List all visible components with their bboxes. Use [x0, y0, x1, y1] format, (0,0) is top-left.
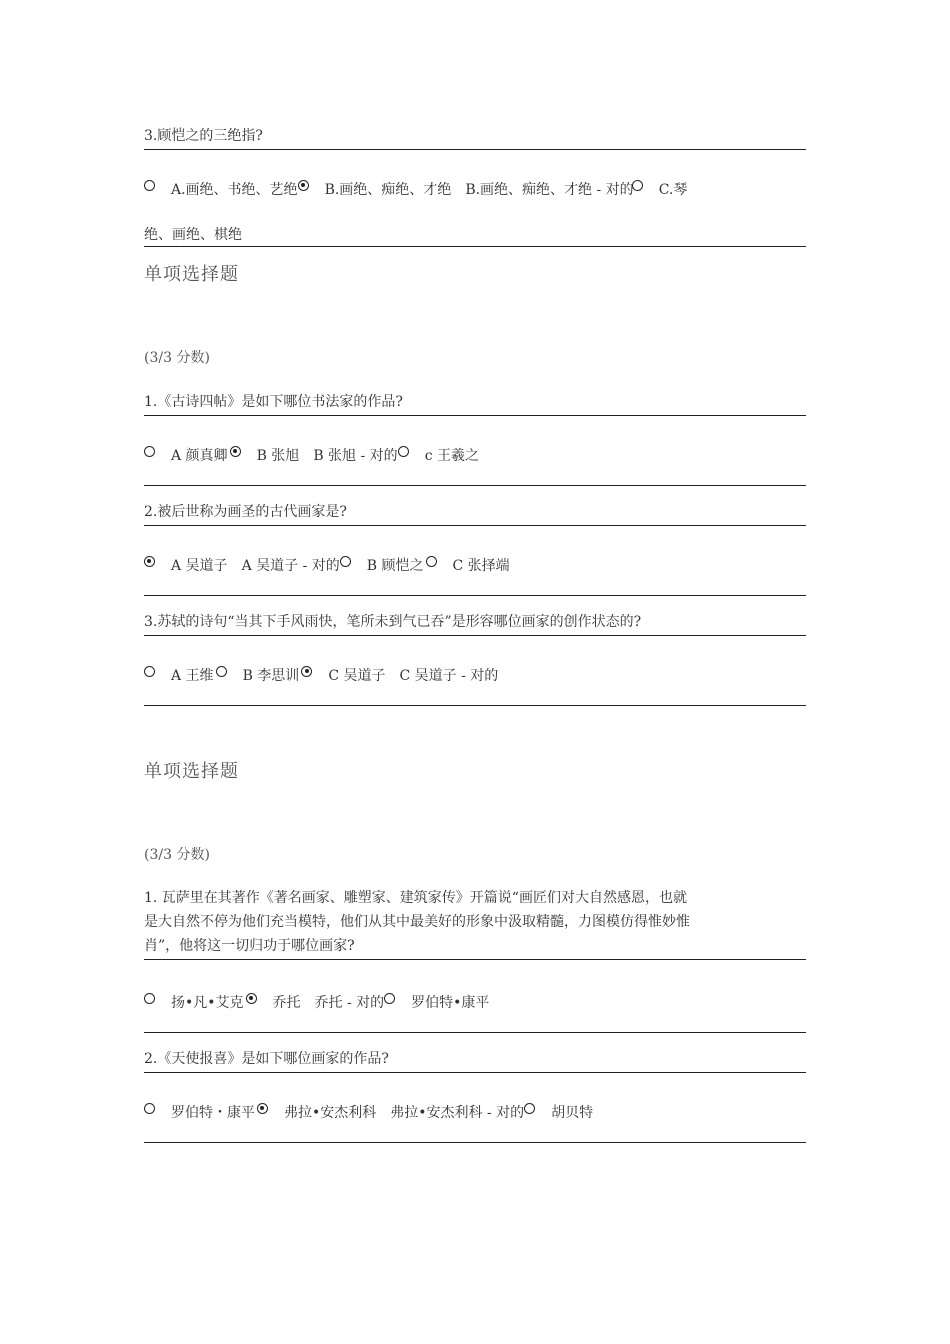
- option-label: C 张择端: [452, 558, 510, 574]
- radio-icon[interactable]: [144, 180, 155, 191]
- question-block: [144, 124, 806, 150]
- option-label: 罗伯特・康平: [171, 1105, 255, 1121]
- divider: [144, 1142, 806, 1143]
- options-wrap-line: 绝、画绝、棋绝: [144, 223, 806, 247]
- option-a[interactable]: A.画绝、书绝、艺绝: [144, 182, 312, 198]
- option-label: C 吴道子: [328, 668, 386, 684]
- option-label: 弗拉•安杰利科: [284, 1105, 377, 1121]
- question-text: 2.被后世称为画圣的古代画家是?: [144, 504, 347, 520]
- option-label: B 李思训: [242, 668, 300, 684]
- options-row: [144, 554, 806, 578]
- radio-selected-icon[interactable]: [144, 556, 155, 567]
- divider: [144, 635, 806, 636]
- option-label: A 颜真卿: [171, 448, 228, 464]
- answer-feedback: 弗拉•安杰利科 - 对的: [390, 1105, 525, 1121]
- options-row: [144, 444, 806, 468]
- question-text: 2.《天使报喜》是如下哪位画家的作品?: [144, 1051, 389, 1067]
- option-label: 胡贝特: [551, 1105, 594, 1121]
- section-title: 单项选择题: [144, 264, 239, 285]
- radio-selected-icon[interactable]: [257, 1103, 268, 1114]
- question-block: [144, 500, 806, 526]
- options-row: [144, 991, 806, 1015]
- divider: [144, 485, 806, 486]
- divider: [144, 705, 806, 706]
- question-text-line: 1. 瓦萨里在其著作《著名画家、雕塑家、建筑家传》开篇说“画匠们对大自然感恩，也就: [144, 890, 687, 906]
- radio-icon[interactable]: [144, 993, 155, 1004]
- divider: [144, 525, 806, 526]
- radio-icon[interactable]: [340, 556, 351, 567]
- question-text-line: 肖”，他将这一切归功于哪位画家?: [144, 938, 355, 954]
- question-text: 3.苏轼的诗句“当其下手风雨快，笔所未到气已吞”是形容哪位画家的创作状态的?: [144, 614, 642, 630]
- question-text-line: 是大自然不停为他们充当模特，他们从其中最美好的形象中汲取精髓，力图模仿得惟妙惟: [144, 914, 690, 930]
- radio-icon[interactable]: [398, 446, 409, 457]
- answer-feedback: C 吴道子 - 对的: [399, 668, 499, 684]
- radio-selected-icon[interactable]: [298, 180, 309, 191]
- options-row: [144, 1101, 806, 1125]
- option-label: A 吴道子: [171, 558, 228, 574]
- radio-selected-icon[interactable]: [230, 446, 241, 457]
- question-block: [144, 390, 806, 416]
- radio-icon[interactable]: [216, 666, 227, 677]
- divider: [144, 246, 806, 247]
- radio-selected-icon[interactable]: [246, 993, 257, 1004]
- radio-icon[interactable]: [524, 1103, 535, 1114]
- question-block: [144, 610, 806, 636]
- divider: [144, 1032, 806, 1033]
- options-row: [144, 664, 806, 688]
- option-label: B 张旭: [256, 448, 300, 464]
- question-text: 1.《古诗四帖》是如下哪位书法家的作品?: [144, 394, 403, 410]
- option-label: A 王维: [171, 668, 214, 684]
- answer-feedback: 乔托 - 对的: [314, 995, 385, 1011]
- radio-icon[interactable]: [144, 1103, 155, 1114]
- question-block: [144, 1047, 806, 1073]
- score-label: (3/3 分数): [144, 847, 210, 863]
- option-label: 乔托: [272, 995, 301, 1011]
- option-label: 扬•凡•艾克: [171, 995, 244, 1011]
- question-block: [144, 886, 806, 960]
- radio-icon[interactable]: [144, 666, 155, 677]
- radio-selected-icon[interactable]: [301, 666, 312, 677]
- divider: [144, 415, 806, 416]
- option-label: 罗伯特•康平: [411, 995, 490, 1011]
- answer-feedback: B.画绝、痴绝、才绝 - 对的: [465, 182, 634, 198]
- section-title: 单项选择题: [144, 761, 239, 782]
- divider: [144, 149, 806, 150]
- divider: [144, 595, 806, 596]
- radio-icon[interactable]: [426, 556, 437, 567]
- option-label: B 顾恺之: [366, 558, 424, 574]
- option-b-selected[interactable]: B.画绝、痴绝、才绝: [312, 182, 466, 198]
- question-text: 3.顾恺之的三绝指?: [144, 128, 263, 144]
- radio-icon[interactable]: [384, 993, 395, 1004]
- option-c[interactable]: C.琴: [634, 182, 688, 198]
- options-row: [144, 178, 806, 202]
- score-label: (3/3 分数): [144, 350, 210, 366]
- divider: [144, 959, 806, 960]
- radio-icon[interactable]: [632, 180, 643, 191]
- divider: [144, 1072, 806, 1073]
- answer-feedback: A 吴道子 - 对的: [241, 558, 340, 574]
- option-label: c 王羲之: [424, 448, 479, 464]
- radio-icon[interactable]: [144, 446, 155, 457]
- answer-feedback: B 张旭 - 对的: [313, 448, 398, 464]
